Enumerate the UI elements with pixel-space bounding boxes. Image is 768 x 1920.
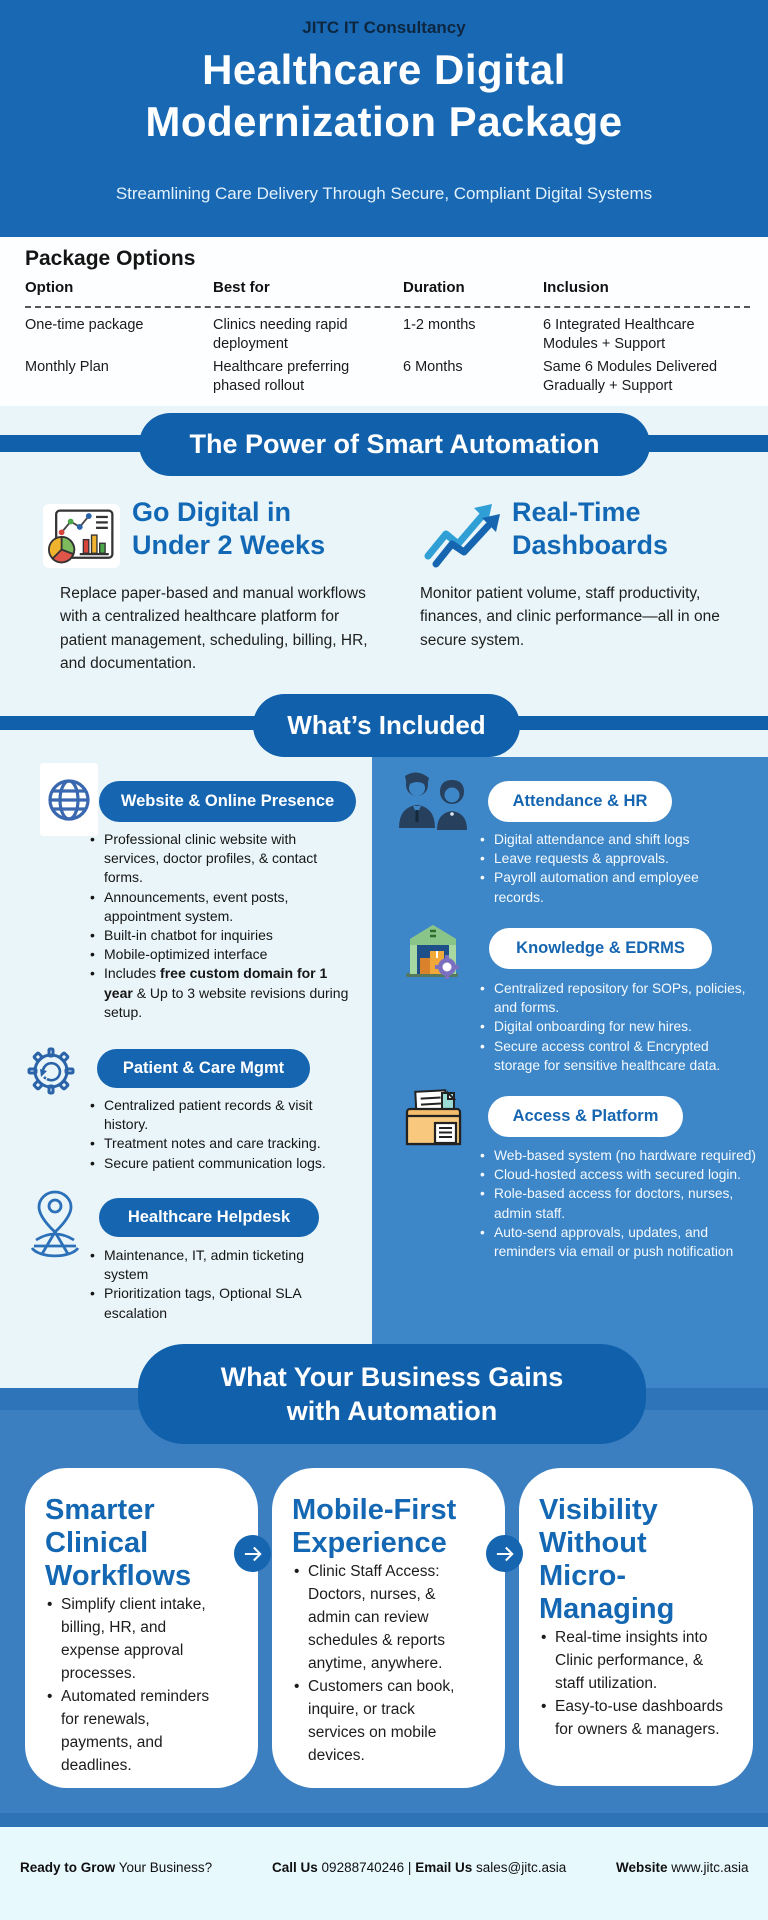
table-cell: Monthly Plan bbox=[25, 359, 109, 375]
card-title: Mobile-First Experience bbox=[292, 1494, 457, 1559]
website-url[interactable]: www.jitc.asia bbox=[671, 1860, 749, 1875]
table-cell: Same 6 Modules Delivered Gradually + Support bbox=[543, 359, 718, 394]
footer-website bbox=[616, 1860, 749, 1875]
section-label-website: Website & Online Presence bbox=[99, 781, 356, 822]
table-cell: 1-2 months bbox=[403, 317, 476, 333]
package-options-section bbox=[0, 237, 768, 406]
gain-card-workflows bbox=[25, 1468, 258, 1788]
column-header: Option bbox=[25, 279, 74, 296]
email-us-label: Email Us bbox=[415, 1860, 473, 1875]
separator: | bbox=[407, 1860, 412, 1875]
footer-divider-strip bbox=[0, 1813, 768, 1827]
package-options-table bbox=[25, 279, 750, 400]
feature-desc-go-digital: Replace paper-based and manual workflows with a centralized healthcare platform for patient management, scheduling, billing, HR, and documentation. bbox=[60, 585, 368, 672]
list-item: • Easy-to-use dashboards for owners & managers. bbox=[539, 1695, 724, 1741]
warehouse-icon bbox=[402, 918, 466, 982]
list-item: • Digital attendance and shift logs bbox=[478, 830, 750, 849]
next-arrow-button[interactable] bbox=[234, 1535, 271, 1572]
list-item: • Role-based access for doctors, nurses, admin staff. bbox=[478, 1184, 758, 1222]
list-item: • Secure patient communication logs. bbox=[88, 1154, 353, 1173]
knowledge-bullet-list bbox=[478, 979, 756, 1075]
list-item: • Digital onboarding for new hires. bbox=[478, 1017, 756, 1036]
table-row bbox=[25, 316, 750, 358]
section-label-helpdesk: Healthcare Helpdesk bbox=[99, 1198, 319, 1237]
section-label-access: Access & Platform bbox=[488, 1096, 683, 1137]
package-options-title: Package Options bbox=[25, 247, 196, 270]
list-item: • Leave requests & approvals. bbox=[478, 849, 750, 868]
arrow-right-icon bbox=[492, 1541, 518, 1567]
column-header: Inclusion bbox=[543, 279, 609, 296]
footer bbox=[0, 1827, 768, 1920]
list-item: • Professional clinic website with services, doctor profiles, & contact forms. bbox=[88, 830, 350, 888]
list-item: • Auto-send approvals, updates, and reminders via email or push notification bbox=[478, 1223, 758, 1261]
column-header: Duration bbox=[403, 279, 465, 296]
page-subtitle: Streamlining Care Delivery Through Secure, Compliant Digital Systems bbox=[115, 184, 653, 203]
bullet-text: Includes bbox=[104, 965, 161, 982]
gear-sync-icon bbox=[24, 1041, 78, 1101]
feature-title-dashboards: Real-Time Dashboards bbox=[512, 497, 669, 560]
attendance-bullet-list bbox=[478, 830, 750, 907]
feature-desc-dashboards: Monitor patient volume, staff productivity, finances, and clinic performance—all in one secure system. bbox=[420, 585, 720, 649]
patient-care-bullet-list bbox=[88, 1096, 353, 1173]
gain-card-mobile bbox=[272, 1468, 505, 1788]
bullet-text: & Up to 3 website revisions during setup. bbox=[104, 984, 349, 1020]
list-item: • Announcements, event posts, appointment system. bbox=[88, 888, 350, 926]
arrow-right-icon bbox=[240, 1541, 266, 1567]
list-item: • Maintenance, IT, admin ticketing system bbox=[88, 1246, 350, 1284]
list-item bbox=[88, 964, 350, 1022]
list-item: • Centralized patient records & visit history. bbox=[88, 1096, 353, 1134]
list-item: • Real-time insights into Clinic performance, & staff utilization. bbox=[539, 1626, 724, 1695]
list-item: • Treatment notes and care tracking. bbox=[88, 1134, 353, 1153]
table-cell: One-time package bbox=[25, 317, 144, 333]
folder-docs-icon bbox=[402, 1085, 465, 1148]
call-us-label: Call Us bbox=[272, 1860, 318, 1875]
banner-gains bbox=[138, 1344, 646, 1444]
people-icon bbox=[394, 770, 474, 830]
dashed-divider bbox=[25, 306, 750, 308]
list-item: • Cloud-hosted access with secured login. bbox=[478, 1165, 758, 1184]
phone-number[interactable]: 09288740246 bbox=[321, 1860, 405, 1875]
card-bullet-list bbox=[45, 1593, 223, 1777]
section-label-patient-care: Patient & Care Mgmt bbox=[97, 1049, 310, 1088]
table-header-row bbox=[25, 279, 750, 306]
banner-automation: The Power of Smart Automation bbox=[139, 413, 650, 476]
list-item: • Automated reminders for renewals, payments, and deadlines. bbox=[45, 1685, 223, 1777]
table-cell: Clinics needing rapid deployment bbox=[213, 317, 348, 352]
list-item: • Built-in chatbot for inquiries bbox=[88, 926, 350, 945]
list-item: • Prioritization tags, Optional SLA escalation bbox=[88, 1284, 350, 1322]
footer-contact bbox=[272, 1860, 566, 1875]
page-title: Healthcare Digital Modernization Package bbox=[145, 46, 623, 145]
list-item: • Centralized repository for SOPs, policies, and forms. bbox=[478, 979, 756, 1017]
brand-name: JITC IT Consultancy bbox=[302, 18, 466, 37]
growth-arrow-icon bbox=[420, 498, 502, 568]
list-item: • Web-based system (no hardware required) bbox=[478, 1146, 758, 1165]
footer-ready-rest: Your Business? bbox=[115, 1860, 213, 1875]
website-label: Website bbox=[616, 1860, 668, 1875]
banner-gains-text: What Your Business Gains with Automation bbox=[220, 1362, 564, 1426]
column-header: Best for bbox=[213, 279, 270, 296]
card-bullet-list bbox=[539, 1626, 724, 1741]
email-address[interactable]: sales@jitc.asia bbox=[475, 1860, 567, 1875]
footer-ready-bold: Ready to Grow bbox=[20, 1860, 116, 1875]
header bbox=[0, 0, 768, 237]
section-label-knowledge: Knowledge & EDRMS bbox=[489, 928, 712, 969]
table-cell: 6 Months bbox=[403, 359, 463, 375]
list-item: • Mobile-optimized interface bbox=[88, 945, 350, 964]
list-item: • Payroll automation and employee records. bbox=[478, 868, 750, 906]
table-row bbox=[25, 358, 750, 400]
next-arrow-button[interactable] bbox=[486, 1535, 523, 1572]
dashboard-icon bbox=[43, 504, 120, 568]
banner-included: What’s Included bbox=[253, 694, 520, 757]
globe-icon bbox=[40, 763, 98, 836]
feature-title-go-digital: Go Digital in Under 2 Weeks bbox=[132, 497, 326, 560]
gain-card-visibility bbox=[519, 1468, 753, 1786]
footer-ready-text bbox=[20, 1860, 212, 1875]
card-title: Smarter Clinical Workflows bbox=[45, 1494, 192, 1592]
table-cell: 6 Integrated Healthcare Modules + Support bbox=[543, 317, 695, 352]
access-bullet-list bbox=[478, 1146, 758, 1261]
table-cell: Healthcare preferring phased rollout bbox=[213, 359, 350, 394]
list-item: • Customers can book, inquire, or track services on mobile devices. bbox=[292, 1675, 470, 1767]
helpdesk-bullet-list bbox=[88, 1246, 350, 1323]
list-item: • Simplify client intake, billing, HR, and expense approval processes. bbox=[45, 1593, 223, 1685]
list-item: • Secure access control & Encrypted storage for sensitive healthcare data. bbox=[478, 1037, 756, 1075]
website-bullet-list bbox=[88, 830, 350, 1022]
pin-globe-icon bbox=[28, 1188, 82, 1260]
bullet-text-bold: free custom domain for 1 year bbox=[104, 965, 328, 1001]
section-label-attendance: Attendance & HR bbox=[488, 781, 672, 822]
card-bullet-list bbox=[292, 1560, 470, 1767]
list-item: • Clinic Staff Access: Doctors, nurses, & admin can review schedules & reports anytime, anywhere. bbox=[292, 1560, 470, 1675]
card-title: Visibility Without Micro-Managing bbox=[539, 1494, 675, 1625]
